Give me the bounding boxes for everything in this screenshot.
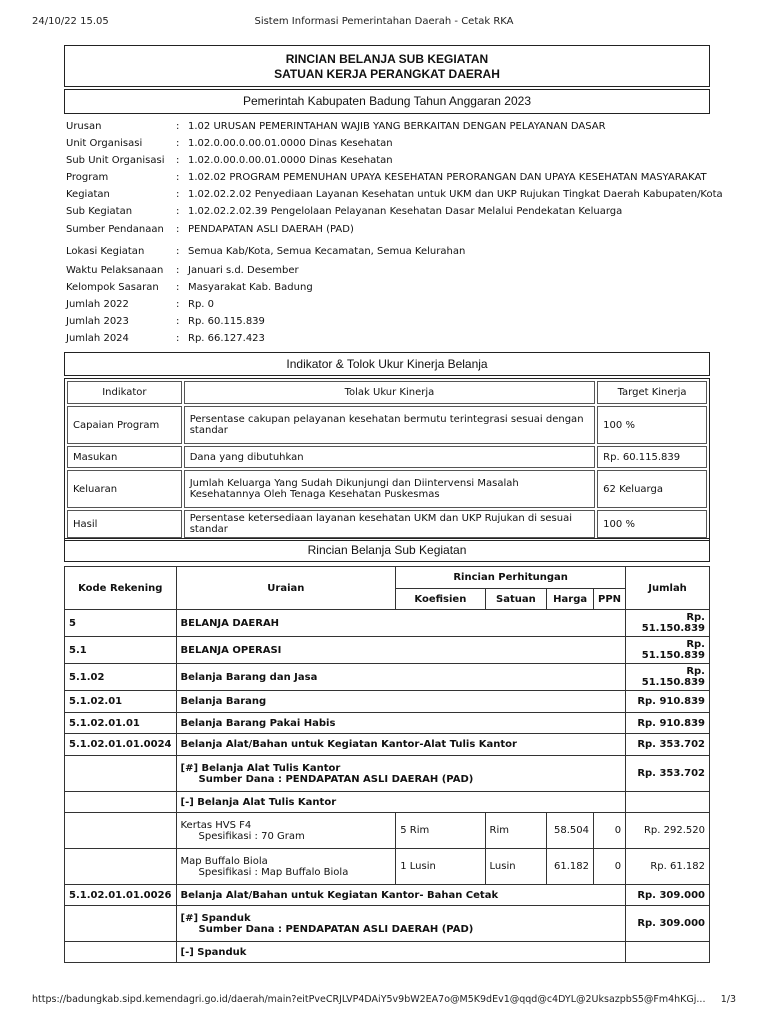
kode-cell: 5.1 [65, 637, 177, 664]
print-url: https://badungkab.sipd.kemendagri.go.id/daerah/main?eitPveCRJLVP4DAiY5v9bW2EA7o@M5K9dEv1@qqd@c4DYL@2UksazpbS5@Fm4hKGj... [32, 994, 706, 1005]
table-row [65, 885, 710, 906]
info-row [64, 330, 710, 347]
target-cell: 100 % [597, 510, 707, 538]
tolok-cell: Persentase ketersediaan layanan kesehatan UKM dan UKP Rujukan di sesuai standar [184, 510, 595, 538]
info-value: Rp. 66.127.423 [188, 333, 265, 344]
info-row [64, 243, 710, 260]
info-label: Jumlah 2022 [66, 299, 129, 310]
document-title-box [64, 45, 710, 87]
info-value: 1.02.0.00.0.00.01.0000 Dinas Kesehatan [188, 138, 393, 149]
group-title: [#] Spanduk [180, 912, 251, 924]
header-kode: Kode Rekening [65, 567, 177, 610]
group-title: [#] Belanja Alat Tulis Kantor [180, 762, 341, 774]
kode-cell-empty [65, 849, 177, 885]
jumlah-cell: Rp. 51.150.839 [626, 610, 710, 637]
info-row [64, 203, 710, 220]
info-colon: : [176, 121, 180, 132]
header-koefisien: Koefisien [396, 589, 485, 610]
info-label: Unit Organisasi [66, 138, 143, 149]
tolok-cell: Jumlah Keluarga Yang Sudah Dikunjungi dan Diintervensi Masalah Kesehatannya Oleh Tenaga Kesehatan Puskesmas [184, 470, 595, 508]
indikator-row [67, 406, 707, 444]
info-colon: : [176, 316, 180, 327]
info-colon: : [176, 333, 180, 344]
jumlah-cell-empty [626, 942, 710, 963]
group-row [65, 906, 710, 942]
info-colon: : [176, 206, 180, 217]
header-satuan: Satuan [485, 589, 547, 610]
group-uraian-cell [176, 756, 626, 792]
indikator-header-row [67, 381, 707, 404]
uraian-cell: BELANJA OPERASI [176, 637, 626, 664]
jumlah-cell-empty [626, 792, 710, 813]
jumlah-cell: Rp. 309.000 [626, 885, 710, 906]
indikator-cell: Hasil [67, 510, 182, 538]
info-colon: : [176, 172, 180, 183]
rincian-section-title: Rincian Belanja Sub Kegiatan [64, 538, 710, 562]
jumlah-cell: Rp. 309.000 [626, 906, 710, 942]
print-header [32, 16, 736, 30]
info-value: Semua Kab/Kota, Semua Kecamatan, Semua Kelurahan [188, 246, 466, 257]
kode-cell-empty [65, 942, 177, 963]
info-value: Januari s.d. Desember [188, 265, 299, 276]
info-colon: : [176, 265, 180, 276]
kode-cell-empty [65, 813, 177, 849]
indikator-header: Indikator [67, 381, 182, 404]
info-colon: : [176, 224, 180, 235]
document-title-line1: RINCIAN BELANJA SUB KEGIATAN [285, 52, 489, 66]
info-colon: : [176, 246, 180, 257]
rincian-header-row [65, 567, 710, 589]
print-footer [32, 994, 736, 1008]
indikator-cell: Masukan [67, 446, 182, 468]
info-label: Jumlah 2024 [66, 333, 129, 344]
info-row [64, 118, 710, 135]
document-title-line2: SATUAN KERJA PERANGKAT DAERAH [274, 67, 500, 81]
jumlah-cell: Rp. 353.702 [626, 756, 710, 792]
header-uraian: Uraian [176, 567, 396, 610]
info-value: 1.02.02 PROGRAM PEMENUHAN UPAYA KESEHATAN PERORANGAN DAN UPAYA KESEHATAN MASYARAKAT [188, 172, 707, 183]
kode-cell-empty [65, 906, 177, 942]
harga-cell: 58.504 [547, 813, 594, 849]
print-datetime: 24/10/22 15.05 [32, 16, 109, 27]
jumlah-cell: Rp. 910.839 [626, 691, 710, 713]
group-sumber-dana: Sumber Dana : PENDAPATAN ASLI DAERAH (PAD) [198, 773, 474, 785]
info-value: Rp. 0 [188, 299, 215, 310]
kode-cell-empty [65, 756, 177, 792]
harga-cell: 61.182 [547, 849, 594, 885]
uraian-cell: Belanja Alat/Bahan untuk Kegiatan Kantor-Alat Tulis Kantor [176, 734, 626, 756]
indikator-row [67, 470, 707, 508]
uraian-cell: Belanja Barang Pakai Habis [176, 713, 626, 734]
jumlah-cell: Rp. 51.150.839 [626, 664, 710, 691]
uraian-cell: Belanja Barang dan Jasa [176, 664, 626, 691]
item-spec: Spesifikasi : 70 Gram [198, 830, 305, 842]
print-page-title: Sistem Informasi Pemerintahan Daerah - Cetak RKA [254, 16, 514, 27]
jumlah-cell: Rp. 353.702 [626, 734, 710, 756]
uraian-cell: Belanja Barang [176, 691, 626, 713]
table-row [65, 734, 710, 756]
tolok-cell: Persentase cakupan pelayanan kesehatan bermutu terintegrasi sesuai dengan standar [184, 406, 595, 444]
table-row [65, 610, 710, 637]
info-row [64, 169, 710, 186]
kode-cell: 5.1.02 [65, 664, 177, 691]
uraian-cell: BELANJA DAERAH [176, 610, 626, 637]
target-cell: 62 Keluarga [597, 470, 707, 508]
info-label: Lokasi Kegiatan [66, 246, 145, 257]
info-label: Sumber Pendanaan [66, 224, 164, 235]
indikator-section-title: Indikator & Tolok Ukur Kinerja Belanja [64, 352, 710, 376]
item-uraian-cell [176, 813, 396, 849]
info-colon: : [176, 299, 180, 310]
item-name: Map Buffalo Biola [180, 855, 268, 867]
group-uraian-cell [176, 906, 626, 942]
indikator-table [64, 378, 710, 541]
kode-cell: 5.1.02.01.01 [65, 713, 177, 734]
info-row [64, 135, 710, 152]
item-row [65, 849, 710, 885]
group-sumber-dana: Sumber Dana : PENDAPATAN ASLI DAERAH (PAD) [198, 923, 474, 935]
kode-cell: 5.1.02.01.01.0024 [65, 734, 177, 756]
kode-cell-empty [65, 792, 177, 813]
info-colon: : [176, 282, 180, 293]
info-row [64, 313, 710, 330]
tolok-cell: Dana yang dibutuhkan [184, 446, 595, 468]
info-row [64, 152, 710, 169]
koefisien-cell: 1 Lusin [396, 849, 485, 885]
group-row [65, 756, 710, 792]
table-row [65, 664, 710, 691]
kode-cell: 5.1.02.01 [65, 691, 177, 713]
kode-cell: 5 [65, 610, 177, 637]
ppn-cell: 0 [594, 813, 626, 849]
subgroup-row [65, 942, 710, 963]
indikator-header: Tolak Ukur Kinerja [184, 381, 595, 404]
info-colon: : [176, 155, 180, 166]
info-label: Waktu Pelaksanaan [66, 265, 164, 276]
info-label: Sub Kegiatan [66, 206, 133, 217]
koefisien-cell: 5 Rim [396, 813, 485, 849]
info-value: 1.02.02.2.02 Penyediaan Layanan Kesehatan untuk UKM dan UKP Rujukan Tingkat Daerah Kabupaten/Kota [188, 189, 723, 200]
info-label: Kegiatan [66, 189, 110, 200]
info-label: Kelompok Sasaran [66, 282, 159, 293]
subgroup-uraian-cell: [-] Belanja Alat Tulis Kantor [176, 792, 626, 813]
kode-cell: 5.1.02.01.01.0026 [65, 885, 177, 906]
info-label: Program [66, 172, 109, 183]
uraian-cell: Belanja Alat/Bahan untuk Kegiatan Kantor- Bahan Cetak [176, 885, 626, 906]
info-label: Urusan [66, 121, 102, 132]
print-page-number: 1/3 [720, 994, 736, 1005]
info-row [64, 262, 710, 279]
table-row [65, 691, 710, 713]
info-colon: : [176, 189, 180, 200]
rincian-table [64, 566, 710, 963]
header-harga: Harga [547, 589, 594, 610]
info-colon: : [176, 138, 180, 149]
info-row [64, 296, 710, 313]
item-row [65, 813, 710, 849]
jumlah-cell: Rp. 910.839 [626, 713, 710, 734]
header-ppn: PPN [594, 589, 626, 610]
jumlah-cell: Rp. 61.182 [626, 849, 710, 885]
info-value: 1.02.0.00.0.00.01.0000 Dinas Kesehatan [188, 155, 393, 166]
table-row [65, 713, 710, 734]
indikator-row [67, 510, 707, 538]
target-cell: 100 % [597, 406, 707, 444]
info-label: Sub Unit Organisasi [66, 155, 165, 166]
info-value: Rp. 60.115.839 [188, 316, 265, 327]
document-subtitle: Pemerintah Kabupaten Badung Tahun Anggaran 2023 [64, 89, 710, 114]
info-block [64, 118, 723, 347]
item-uraian-cell [176, 849, 396, 885]
info-row [64, 279, 710, 296]
info-value: 1.02.02.2.02.39 Pengelolaan Pelayanan Kesehatan Dasar Melalui Pendekatan Keluarga [188, 206, 623, 217]
jumlah-cell: Rp. 51.150.839 [626, 637, 710, 664]
indikator-row [67, 446, 707, 468]
info-row [64, 186, 723, 203]
item-name: Kertas HVS F4 [180, 819, 252, 831]
indikator-cell: Capaian Program [67, 406, 182, 444]
indikator-cell: Keluaran [67, 470, 182, 508]
info-row [64, 221, 710, 238]
info-value: Masyarakat Kab. Badung [188, 282, 313, 293]
ppn-cell: 0 [594, 849, 626, 885]
subgroup-uraian-cell: [-] Spanduk [176, 942, 626, 963]
satuan-cell: Lusin [485, 849, 547, 885]
header-rincian: Rincian Perhitungan [396, 567, 626, 589]
subgroup-row [65, 792, 710, 813]
info-value: 1.02 URUSAN PEMERINTAHAN WAJIB YANG BERKAITAN DENGAN PELAYANAN DASAR [188, 121, 606, 132]
indikator-header: Target Kinerja [597, 381, 707, 404]
jumlah-cell: Rp. 292.520 [626, 813, 710, 849]
target-cell: Rp. 60.115.839 [597, 446, 707, 468]
info-value: PENDAPATAN ASLI DAERAH (PAD) [188, 224, 354, 235]
info-label: Jumlah 2023 [66, 316, 129, 327]
table-row [65, 637, 710, 664]
item-spec: Spesifikasi : Map Buffalo Biola [198, 866, 349, 878]
header-jumlah: Jumlah [626, 567, 710, 610]
satuan-cell: Rim [485, 813, 547, 849]
